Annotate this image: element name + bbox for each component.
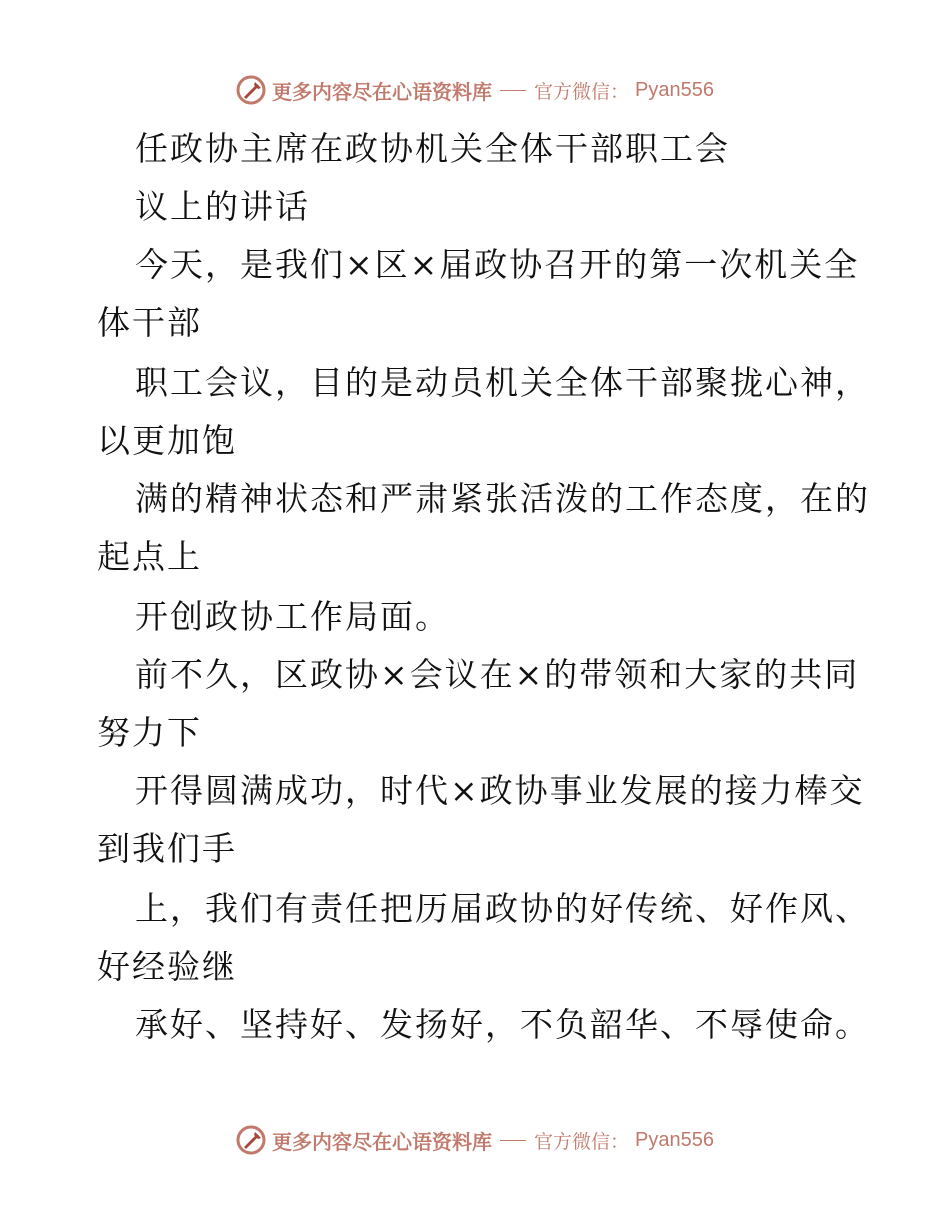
document-line: 今天，是我们×区×届政协召开的第一次机关全 [135, 245, 860, 284]
document-line: 满的精神状态和严肃紧张活泼的工作态度，在的 [135, 479, 870, 518]
footer-banner [0, 1120, 950, 1160]
document-line: 任政协主席在政协机关全体干部职工会 [135, 129, 730, 168]
document-line: 承好、坚持好、发扬好，不负韶华、不辱使命。 [135, 1005, 870, 1044]
banner-brand-text: 更多内容尽在心语资料库 [272, 1129, 492, 1154]
header-banner [0, 70, 950, 110]
banner-wechat-id: Pyan556 [635, 1128, 714, 1151]
document-line: 开创政协工作局面。 [135, 597, 450, 636]
document-line: 前不久，区政协×会议在×的带领和大家的共同 [135, 655, 860, 694]
document-line: 以更加饱 [97, 421, 237, 460]
quill-logo-icon [236, 75, 266, 105]
banner-official-label: 官方微信： [534, 1130, 630, 1153]
document-line: 努力下 [97, 713, 202, 752]
banner-official-label: 官方微信： [534, 80, 630, 103]
banner-brand-text: 更多内容尽在心语资料库 [272, 79, 492, 104]
document-line: 体干部 [97, 303, 202, 342]
document-line: 好经验继 [97, 947, 237, 986]
document-line: 开得圆满成功，时代×政协事业发展的接力棒交 [135, 771, 865, 810]
banner-dash [500, 90, 526, 91]
document-line: 起点上 [97, 537, 202, 576]
document-line: 上，我们有责任把历届政协的好传统、好作风、 [135, 889, 870, 928]
banner-wechat-id: Pyan556 [635, 78, 714, 101]
document-line: 职工会议，目的是动员机关全体干部聚拢心神， [135, 363, 870, 402]
quill-logo-icon [236, 1125, 266, 1155]
banner-dash [500, 1140, 526, 1141]
document-line: 到我们手 [97, 829, 237, 868]
document-line: 议上的讲话 [135, 187, 310, 226]
